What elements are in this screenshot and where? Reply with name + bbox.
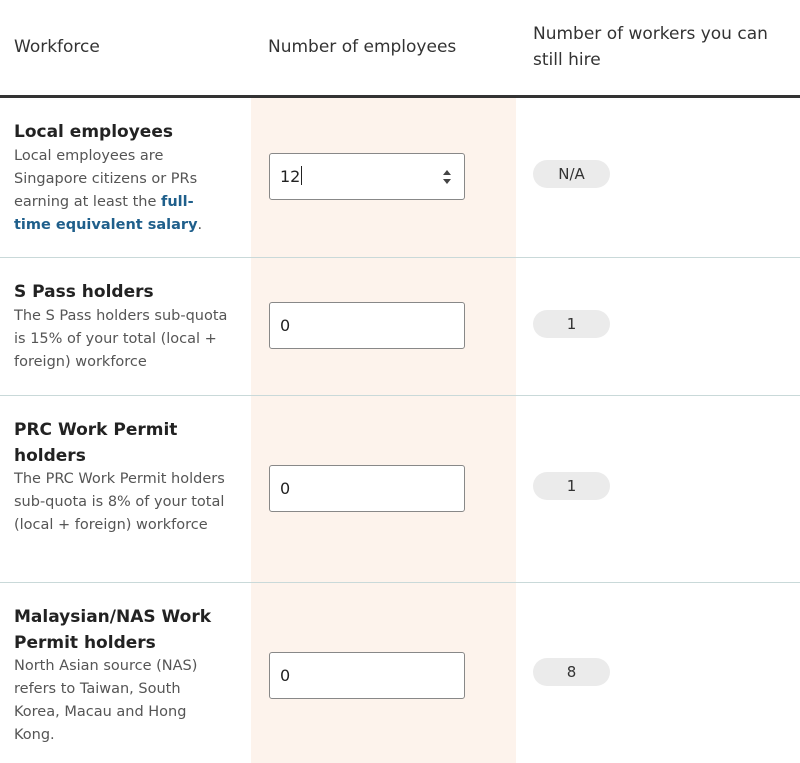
input-value: 0 — [280, 316, 291, 335]
input-value: 12 — [280, 167, 301, 186]
row-description-text: Local employees are Singapore citizens or PRs earning at least the — [14, 148, 198, 210]
full-time-equivalent-salary-link[interactable]: full-time equivalent salary — [14, 194, 198, 233]
up-down-arrows-icon[interactable] — [442, 167, 452, 187]
malaysian-nas-work-permit-holders-input[interactable] — [269, 652, 465, 699]
input-value: 0 — [280, 666, 291, 685]
row-title: PRC Work Permit holders — [14, 420, 178, 466]
local-employees-input[interactable] — [269, 153, 465, 200]
remaining-badge: 1 — [533, 472, 610, 500]
remaining-badge: 8 — [533, 658, 610, 686]
row-title: Malaysian/NAS Work Permit holders — [14, 607, 212, 653]
row-description: The PRC Work Permit holders sub-quota is 8% of your total (local + foreign) workforce — [14, 471, 225, 533]
table-row-local-employees — [0, 98, 800, 258]
table-header — [0, 0, 800, 98]
remaining-badge: N/A — [533, 160, 610, 188]
text-caret — [301, 166, 302, 185]
table-row-malaysian-nas-work-permit-holders — [0, 583, 800, 763]
input-value-wrapper — [280, 166, 302, 188]
remaining-badge: 1 — [533, 310, 610, 338]
row-description — [14, 145, 229, 237]
row-title: Local employees — [14, 122, 173, 142]
header-workforce: Workforce — [14, 37, 100, 57]
header-workers-can-hire: Number of workers you can still hire — [533, 24, 768, 70]
table-row-s-pass-holders — [0, 258, 800, 396]
row-description: North Asian source (NAS) refers to Taiwan, South Korea, Macau and Hong Kong. — [14, 658, 198, 743]
input-value: 0 — [280, 479, 291, 498]
header-number-of-employees: Number of employees — [268, 37, 457, 57]
row-description: The S Pass holders sub-quota is 15% of your total (local + foreign) workforce — [14, 308, 228, 370]
prc-work-permit-holders-input[interactable] — [269, 465, 465, 512]
table-row-prc-work-permit-holders — [0, 396, 800, 583]
s-pass-holders-input[interactable] — [269, 302, 465, 349]
row-description-end: . — [197, 217, 203, 233]
row-title: S Pass holders — [14, 282, 154, 302]
